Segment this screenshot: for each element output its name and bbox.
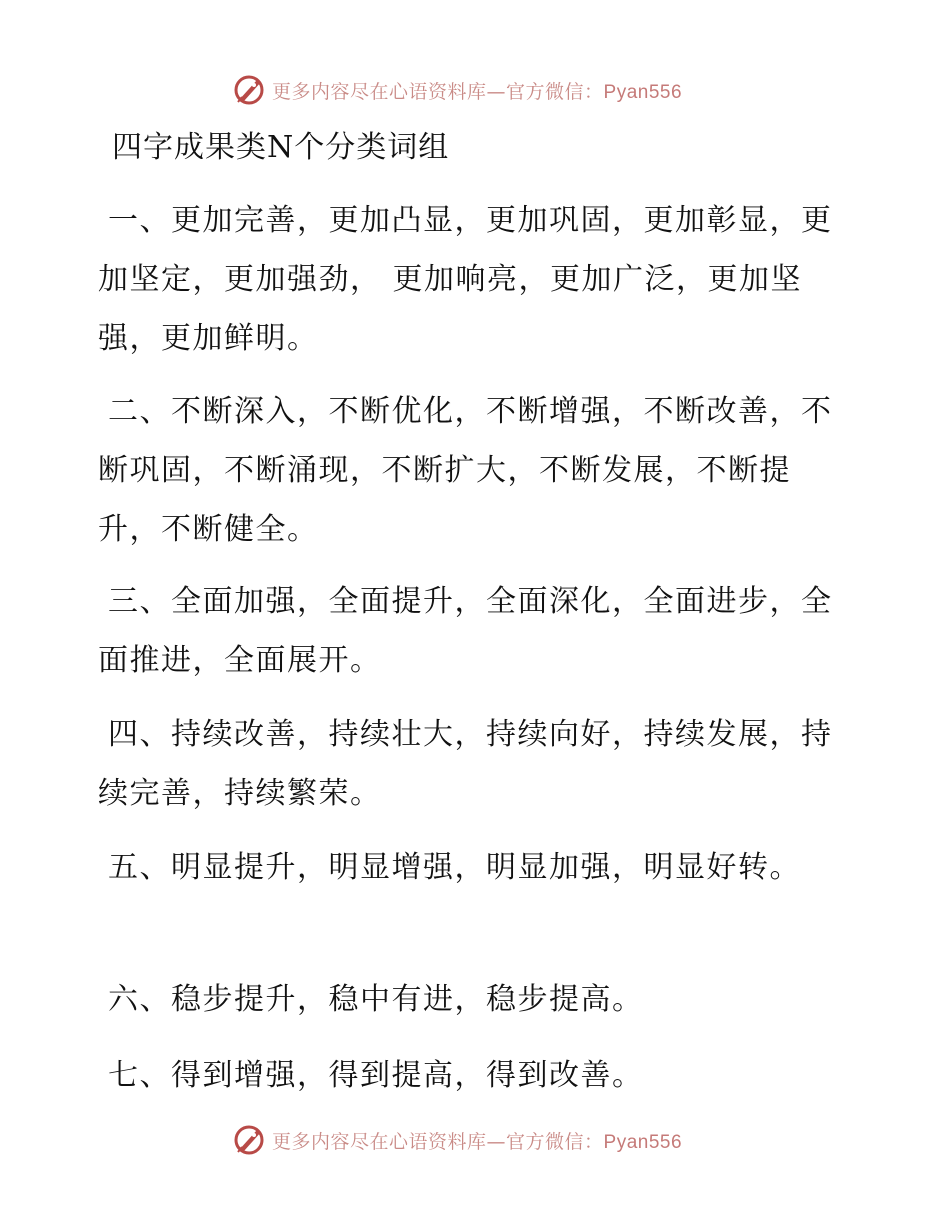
paragraph-1: 一、更加完善，更加凸显，更加巩固，更加彰显，更加坚定，更加强劲， 更加响亮，更加广泛，更加坚强，更加鲜明。 bbox=[98, 203, 833, 356]
wechat-id: Pyan556 bbox=[603, 1131, 683, 1153]
watermark-text: 更多内容尽在心语资料库—官方微信：Pyan556 bbox=[272, 80, 683, 103]
paragraph-6: 六、稳步提升，稳中有进，稳步提高。 bbox=[108, 982, 644, 1017]
paragraph-5: 五、明显提升，明显增强，明显加强，明显好转。 bbox=[108, 850, 801, 885]
document-title: 四字成果类N个分类词组 bbox=[112, 130, 450, 165]
quill-circle-icon bbox=[232, 1123, 266, 1157]
header-watermark bbox=[232, 70, 682, 110]
wechat-id: Pyan556 bbox=[603, 81, 683, 103]
paragraph-7: 七、得到增强，得到提高，得到改善。 bbox=[108, 1058, 644, 1093]
quill-circle-icon bbox=[232, 73, 266, 107]
watermark-text: 更多内容尽在心语资料库—官方微信：Pyan556 bbox=[272, 1130, 683, 1153]
paragraph-2: 二、不断深入，不断优化，不断增强，不断改善，不断巩固，不断涌现，不断扩大，不断发展，不断提升，不断健全。 bbox=[98, 394, 833, 547]
paragraph-3: 三、全面加强，全面提升，全面深化，全面进步，全面推进，全面展开。 bbox=[98, 584, 833, 678]
footer-watermark bbox=[232, 1120, 682, 1160]
paragraph-4: 四、持续改善，持续壮大，持续向好，持续发展，持续完善，持续繁荣。 bbox=[98, 717, 833, 811]
